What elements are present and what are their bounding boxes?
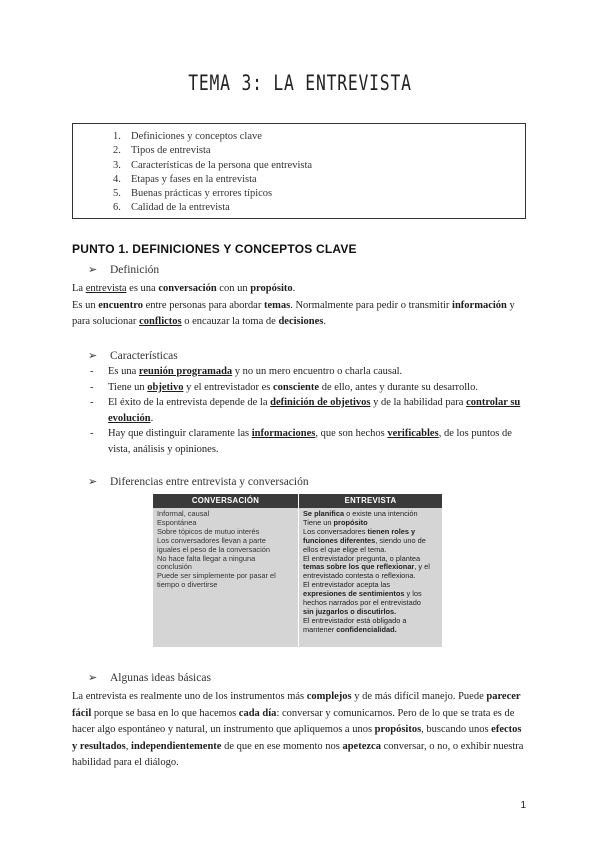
arrow-bullet-icon: ➢ bbox=[88, 349, 98, 362]
subheading-caracteristicas bbox=[88, 348, 178, 365]
toc-item: 5. Buenas prácticas y errores típicos bbox=[113, 188, 273, 200]
definition-paragraph-1: La entrevista es una conversación con un propósito. bbox=[72, 283, 296, 294]
arrow-bullet-icon: ➢ bbox=[88, 263, 98, 276]
definition-paragraph-2: Es un encuentro entre personas para abordar temas. Normalmente para pedir o transmitir información y para solucionar conflictos o encauzar la toma de decisiones. bbox=[72, 300, 515, 327]
subheading-text: Algunas ideas básicas bbox=[110, 672, 211, 684]
list-item: - Tiene un objetivo y el entrevistador es consciente de ello, antes y durante su desarrollo. bbox=[90, 381, 478, 393]
ideas-paragraph: La entrevista es realmente uno de los instrumentos más complejos y de más difícil manejo. Puede parecer fácil porque se basa en lo que hacemos cada día: conversar y comunicarnos. Pero de lo que se trata es de hacer algo espontáneo y natural, un instrumento que apliquemos a unos propósitos, buscando unos efectos y resultados, independientemente de que en ese momento nos apetezca conversar, o no, o exhibir nuestra habilidad para el diálogo. bbox=[72, 691, 524, 768]
subheading-text: Definición bbox=[110, 264, 160, 276]
arrow-bullet-icon: ➢ bbox=[88, 671, 98, 684]
table-cell: Informal, causal Espontánea Sobre tópicos de mutuo interés Los conversadores llevan a parte iguales el peso de la conversación No hace falta llegar a ninguna conclusión Puede ser simplemente por pasar el tiempo o divertirse bbox=[157, 509, 276, 590]
toc-item: 3. Características de la persona que entrevista bbox=[113, 159, 313, 171]
table-column-conversacion bbox=[153, 494, 298, 647]
section-heading: PUNTO 1. DEFINICIONES Y CONCEPTOS CLAVE bbox=[72, 242, 357, 256]
table-of-contents bbox=[72, 123, 526, 219]
arrow-bullet-icon: ➢ bbox=[88, 475, 98, 488]
table-cell: Se planifica o existe una intención Tiene un propósito Los conversadores tienen roles y funciones diferentes, siendo uno de ellos el que elige el tema. El entrevistador pregunta, o plantea temas sobre los que reflexionar, y el entrevistado contesta o reflexiona. El entrevistador acepta las expresiones de sentimientos y los hechos narrados por el entrevistado sin juzgarlos o discutirlos. El entrevistador está obligado a mantener confidencialidad. bbox=[303, 509, 430, 634]
table-column-entrevista bbox=[299, 494, 442, 647]
subheading-text: Características bbox=[110, 350, 178, 362]
table-header: ENTREVISTA bbox=[299, 494, 442, 508]
toc-item: 2. Tipos de entrevista bbox=[113, 145, 211, 157]
characteristics-list bbox=[72, 364, 528, 457]
subheading-diferencias bbox=[88, 474, 309, 491]
toc-item: 6. Calidad de la entrevista bbox=[113, 202, 230, 214]
table-header: CONVERSACIÓN bbox=[153, 494, 298, 508]
list-item: - Hay que distinguir claramente las informaciones, que son hechos verificables, de los puntos de vista, análisis y opiniones. bbox=[90, 428, 512, 455]
comparison-table bbox=[153, 494, 442, 647]
list-item: - Es una reunión programada y no un mero encuentro o charla causal. bbox=[90, 366, 403, 377]
subheading-text: Diferencias entre entrevista y conversación bbox=[110, 476, 309, 488]
toc-list bbox=[73, 124, 525, 216]
page-title: TEMA 3: LA ENTREVISTA bbox=[188, 71, 412, 95]
toc-item: 4. Etapas y fases en la entrevista bbox=[113, 173, 257, 185]
subheading-ideas bbox=[88, 670, 211, 687]
page-number: 1 bbox=[520, 800, 526, 811]
toc-item: 1. Definiciones y conceptos clave bbox=[113, 131, 262, 142]
list-item: - El éxito de la entrevista depende de la definición de objetivos y de la habilidad para controlar su evolución. bbox=[90, 397, 521, 424]
subheading-definicion bbox=[88, 262, 159, 279]
